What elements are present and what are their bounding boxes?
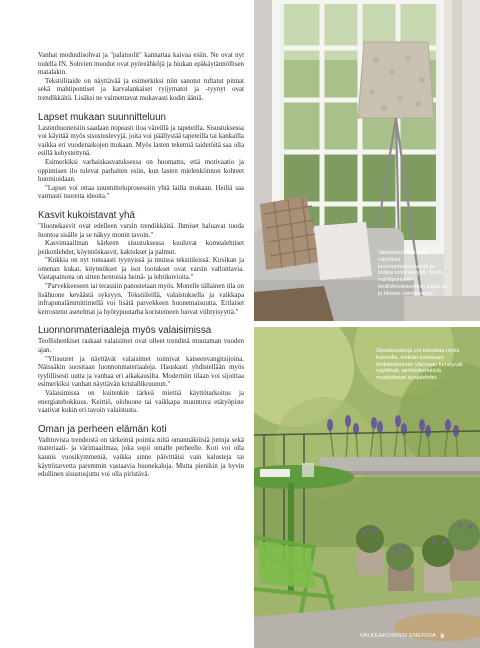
section-2-paragraph-2: Kasvimaailman kärkeen sisustuksessa kuuluvat komealehtiset peikonlehdet, köynnöskasvit, kaktukset ja palmut. — [38, 240, 244, 256]
section-heading-lighting: Luonnonmateriaaleja myös valaisimissa — [38, 325, 212, 337]
section-1-paragraph-1: Lastenhuoneisiin saadaan nopeasti iloa väreillä ja tapeteilla. Sisustuksessa voi käyttää myös sisustuslevyjä, joita voi päällystää tapeteilla tai kankailla vaikka eri vuodenaikojen mukaan. Myös lasten tekemiä taidetöitä saa olla esillä kehystettynä. — [38, 124, 244, 158]
section-heading-home: Oman ja perheen elämän koti — [38, 423, 167, 435]
section-2-paragraph-1: "Huonekasvit ovat edelleen varsin trendikkäitä. Ihmiset haluavat tuoda luontoa sisälle ja se näkyy monin tavoin." — [38, 222, 244, 239]
intro-paragraph-1: Vanhat moduulisohvat ja "palatuolit" kannattaa kaivaa esiin. Ne ovat nyt todella IN. Sohvien muodot ovat pyöreähköjä ja hiukan epäkäytännöllisen matalakin. — [38, 52, 244, 77]
article-text-column — [38, 52, 244, 480]
page-number: 9 — [440, 633, 444, 640]
section-3-paragraph-1: Teollishenkiset raskaat valaisimet ovat olleet trendinä muutaman vuoden ajan. — [38, 338, 244, 355]
caption-bottom-photo: Sisustusvärejä voi toteuttaa myös kasveilla. Heikän kookkaan tähkämäisinnin yläosaan kehittyvät näyttävät, perhoskemäisiä muistuttavat suojalehdet. — [376, 348, 463, 382]
section-heading-children: Lapset mukaan suunnitteluun — [38, 111, 166, 123]
section-heading-plants: Kasvit kukoistavat yhä — [38, 209, 135, 221]
section-3-paragraph-2: "Ylisuuret ja näyttävät valaisimet toimivat katseenvangitsijoina. Näissäkin suositaan luonnonmateriaaleja. Hauskasti yhdistellään myös tyylillisesti uutta ja vanhaa eri aikakausilta. Moderniin tilaan voi sijoittaa esimerkiksi vanhan näyttävän kristallikruunun." — [38, 355, 244, 389]
section-1-paragraph-2: Esimerkiksi varhaiskasvatuksessa on huomattu, että motivaatio ja oppimisen ilo tulevat parhaiten esiin, kun lasten mielenkiinnon kohteet huomioidaan. — [38, 158, 244, 184]
section-2-paragraph-3: "Kukkia on nyt runsaasti tyynyissä ja muissa tekstiileissä. Kirsikan ja omenan kukat, köynnökset ja isot lootukset ovat varsin valloittavia. Vastapainona on sitten hentoisia heinä- ja lehtikuvioita." — [38, 257, 244, 282]
intro-paragraph-2: Tekstiilitaide on näyttävää ja esimerkiksi niin sanotut tuftatut pinnat sekä mahtipontiset ja karvalankaiset ryijymatot ja -tyynyt ovat trendikkäitä. Lisäksi ne vaimentavat mukavasti kodin ääniä. — [38, 77, 244, 102]
section-1-paragraph-3: "Lapset voi ottaa suunnitteluprosessiin yhtä lailla mukaan. Heiltä saa varmasti tuoreita ideoita." — [38, 184, 244, 201]
section-3-paragraph-3: Valaisimissa on kuitenkin tärkeä miettiä käyttötarkoitus ja energiatehokkuus. Keittiö, olohuone tai vaikkapa muuntuva etätyöpiste vaativat kukin eri tavoin valaistusta. — [38, 390, 244, 415]
section-4-paragraph-1: Vaihtuvista trendeistä on tärkeintä poimia niitä omannäköisiä juttuja sekä materiaali- ja värimaailmaa, joka sopii omalle perheelle. Koti voi olla kaunis vuosikymmeniä, vaikka sinne päivittäisi vain kalusteja tai käyttötarvetta paremmin vastaavia huonekaluja. Mutta pienikin ja hyvin edullinen sisustusjuttu voi olla piristävä. — [38, 436, 244, 479]
section-2-paragraph-4: "Parvekkeeseen tai terassiin panostetaan myös. Monelle tällainen tila on lisähuone keväästä syksyyn. Tekstiileillä, valaistuksella ja vaikkapa infrapunalämmittimellä voi lisätä parvekkeen huonemaisuutta. Erilaiset kerrostetut asetelmat ja hyötypuutarha koristeineen luovat viihtyisyyttä." — [38, 283, 244, 316]
caption-top-photo: Valaisimet ovat isoja, näyttäviä, luonnonmateriaaleja ja lisäksi sekä kevyitä. Kovin mahtipontiset teollishenkisemmin kausi on jo hiukan väistymässä. — [378, 250, 448, 297]
footer-publication-name: VALKEAKOSKEN ENERGIA — [359, 633, 436, 639]
